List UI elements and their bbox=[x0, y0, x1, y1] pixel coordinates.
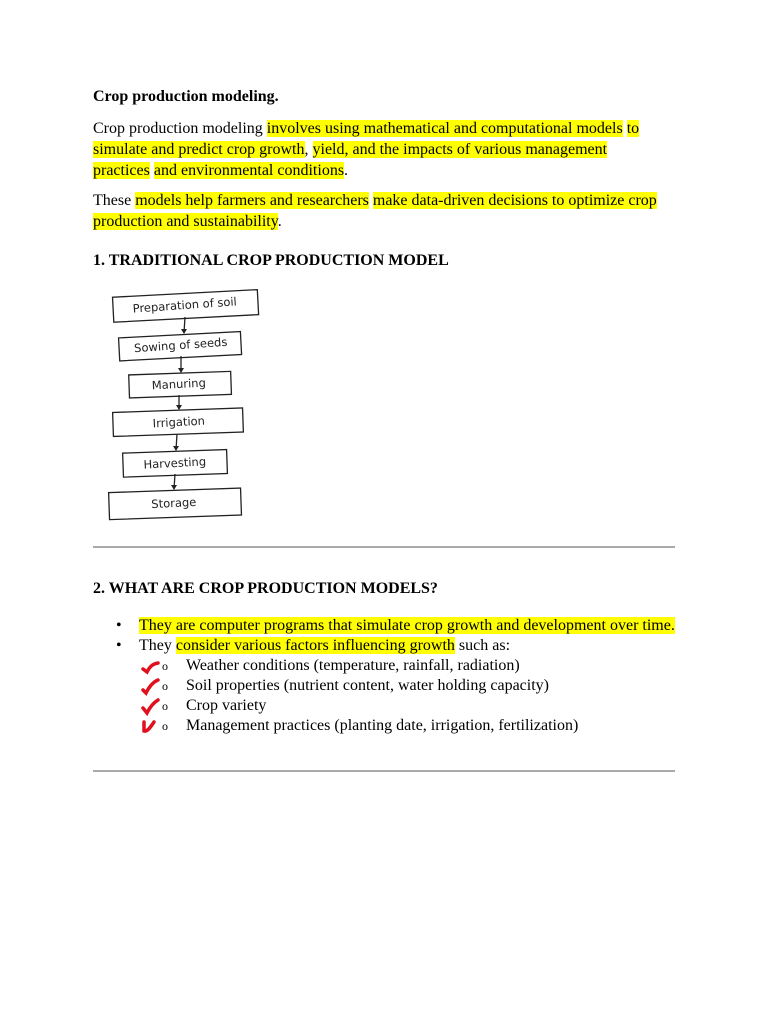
highlighted-text: and environmental conditions bbox=[153, 162, 345, 179]
second-paragraph bbox=[93, 190, 663, 232]
checkmark-icon bbox=[141, 658, 161, 676]
highlighted-text: involves using mathematical and computational models bbox=[266, 120, 623, 137]
section1-heading: 1. TRADITIONAL CROP PRODUCTION MODEL bbox=[93, 252, 449, 269]
checkmark-icon bbox=[141, 718, 161, 736]
flow-step-label: Manuring bbox=[151, 375, 207, 393]
text-run: . bbox=[277, 213, 282, 230]
text-run: such as: bbox=[454, 637, 511, 654]
sub-list-item bbox=[93, 676, 675, 696]
sub-list-item bbox=[93, 696, 675, 716]
flow-step-label: Storage bbox=[150, 494, 197, 512]
highlighted-text: models help farmers and researchers bbox=[135, 192, 369, 209]
document-title: Crop production modeling. bbox=[93, 88, 279, 105]
horizontal-rule bbox=[93, 546, 675, 548]
flow-step-label: Irrigation bbox=[152, 413, 206, 431]
bullet-list bbox=[93, 616, 675, 736]
highlighted-text: They are computer programs that simulate crop growth and development over time. bbox=[139, 617, 675, 634]
sub-item-text: Soil properties (nutrient content, water holding capacity) bbox=[186, 677, 549, 694]
text-run: Crop production modeling bbox=[93, 120, 267, 137]
list-item bbox=[93, 616, 675, 636]
crop-flowchart bbox=[93, 284, 333, 529]
text-run: They bbox=[139, 637, 176, 654]
flow-step-label: Harvesting bbox=[143, 454, 207, 472]
sub-item-text: Crop variety bbox=[186, 697, 267, 714]
sub-list-item bbox=[93, 716, 675, 736]
checkmark-icon bbox=[141, 678, 161, 696]
flow-step-label: Preparation of soil bbox=[132, 294, 238, 316]
highlighted-text: consider various factors influencing growth bbox=[175, 637, 455, 654]
circle-bullet-icon: o bbox=[162, 659, 168, 673]
sub-item-text: Weather conditions (temperature, rainfall, radiation) bbox=[186, 657, 520, 674]
text-run: , bbox=[304, 141, 313, 158]
highlighted-text: to simulate and predict crop growth bbox=[93, 120, 640, 158]
section2-heading: 2. WHAT ARE CROP PRODUCTION MODELS? bbox=[93, 580, 438, 597]
sub-list-item bbox=[93, 656, 675, 676]
intro-paragraph bbox=[93, 118, 663, 181]
sub-item-text: Management practices (planting date, irrigation, fertilization) bbox=[186, 717, 579, 734]
list-item bbox=[93, 636, 675, 656]
bullet-icon: • bbox=[116, 617, 122, 634]
checkmark-icon bbox=[141, 698, 161, 716]
circle-bullet-icon: o bbox=[162, 719, 168, 733]
bullet-icon: • bbox=[116, 637, 122, 654]
highlighted-text: make data-driven decisions to optimize crop production and sustainability bbox=[93, 192, 657, 230]
flow-step-label: Sowing of seeds bbox=[133, 334, 228, 356]
text-run: . bbox=[344, 162, 349, 179]
horizontal-rule bbox=[93, 770, 675, 772]
text-run: These bbox=[93, 192, 136, 209]
highlighted-text: yield, and the impacts of various management practices bbox=[93, 141, 608, 179]
circle-bullet-icon: o bbox=[162, 679, 168, 693]
circle-bullet-icon: o bbox=[162, 699, 168, 713]
